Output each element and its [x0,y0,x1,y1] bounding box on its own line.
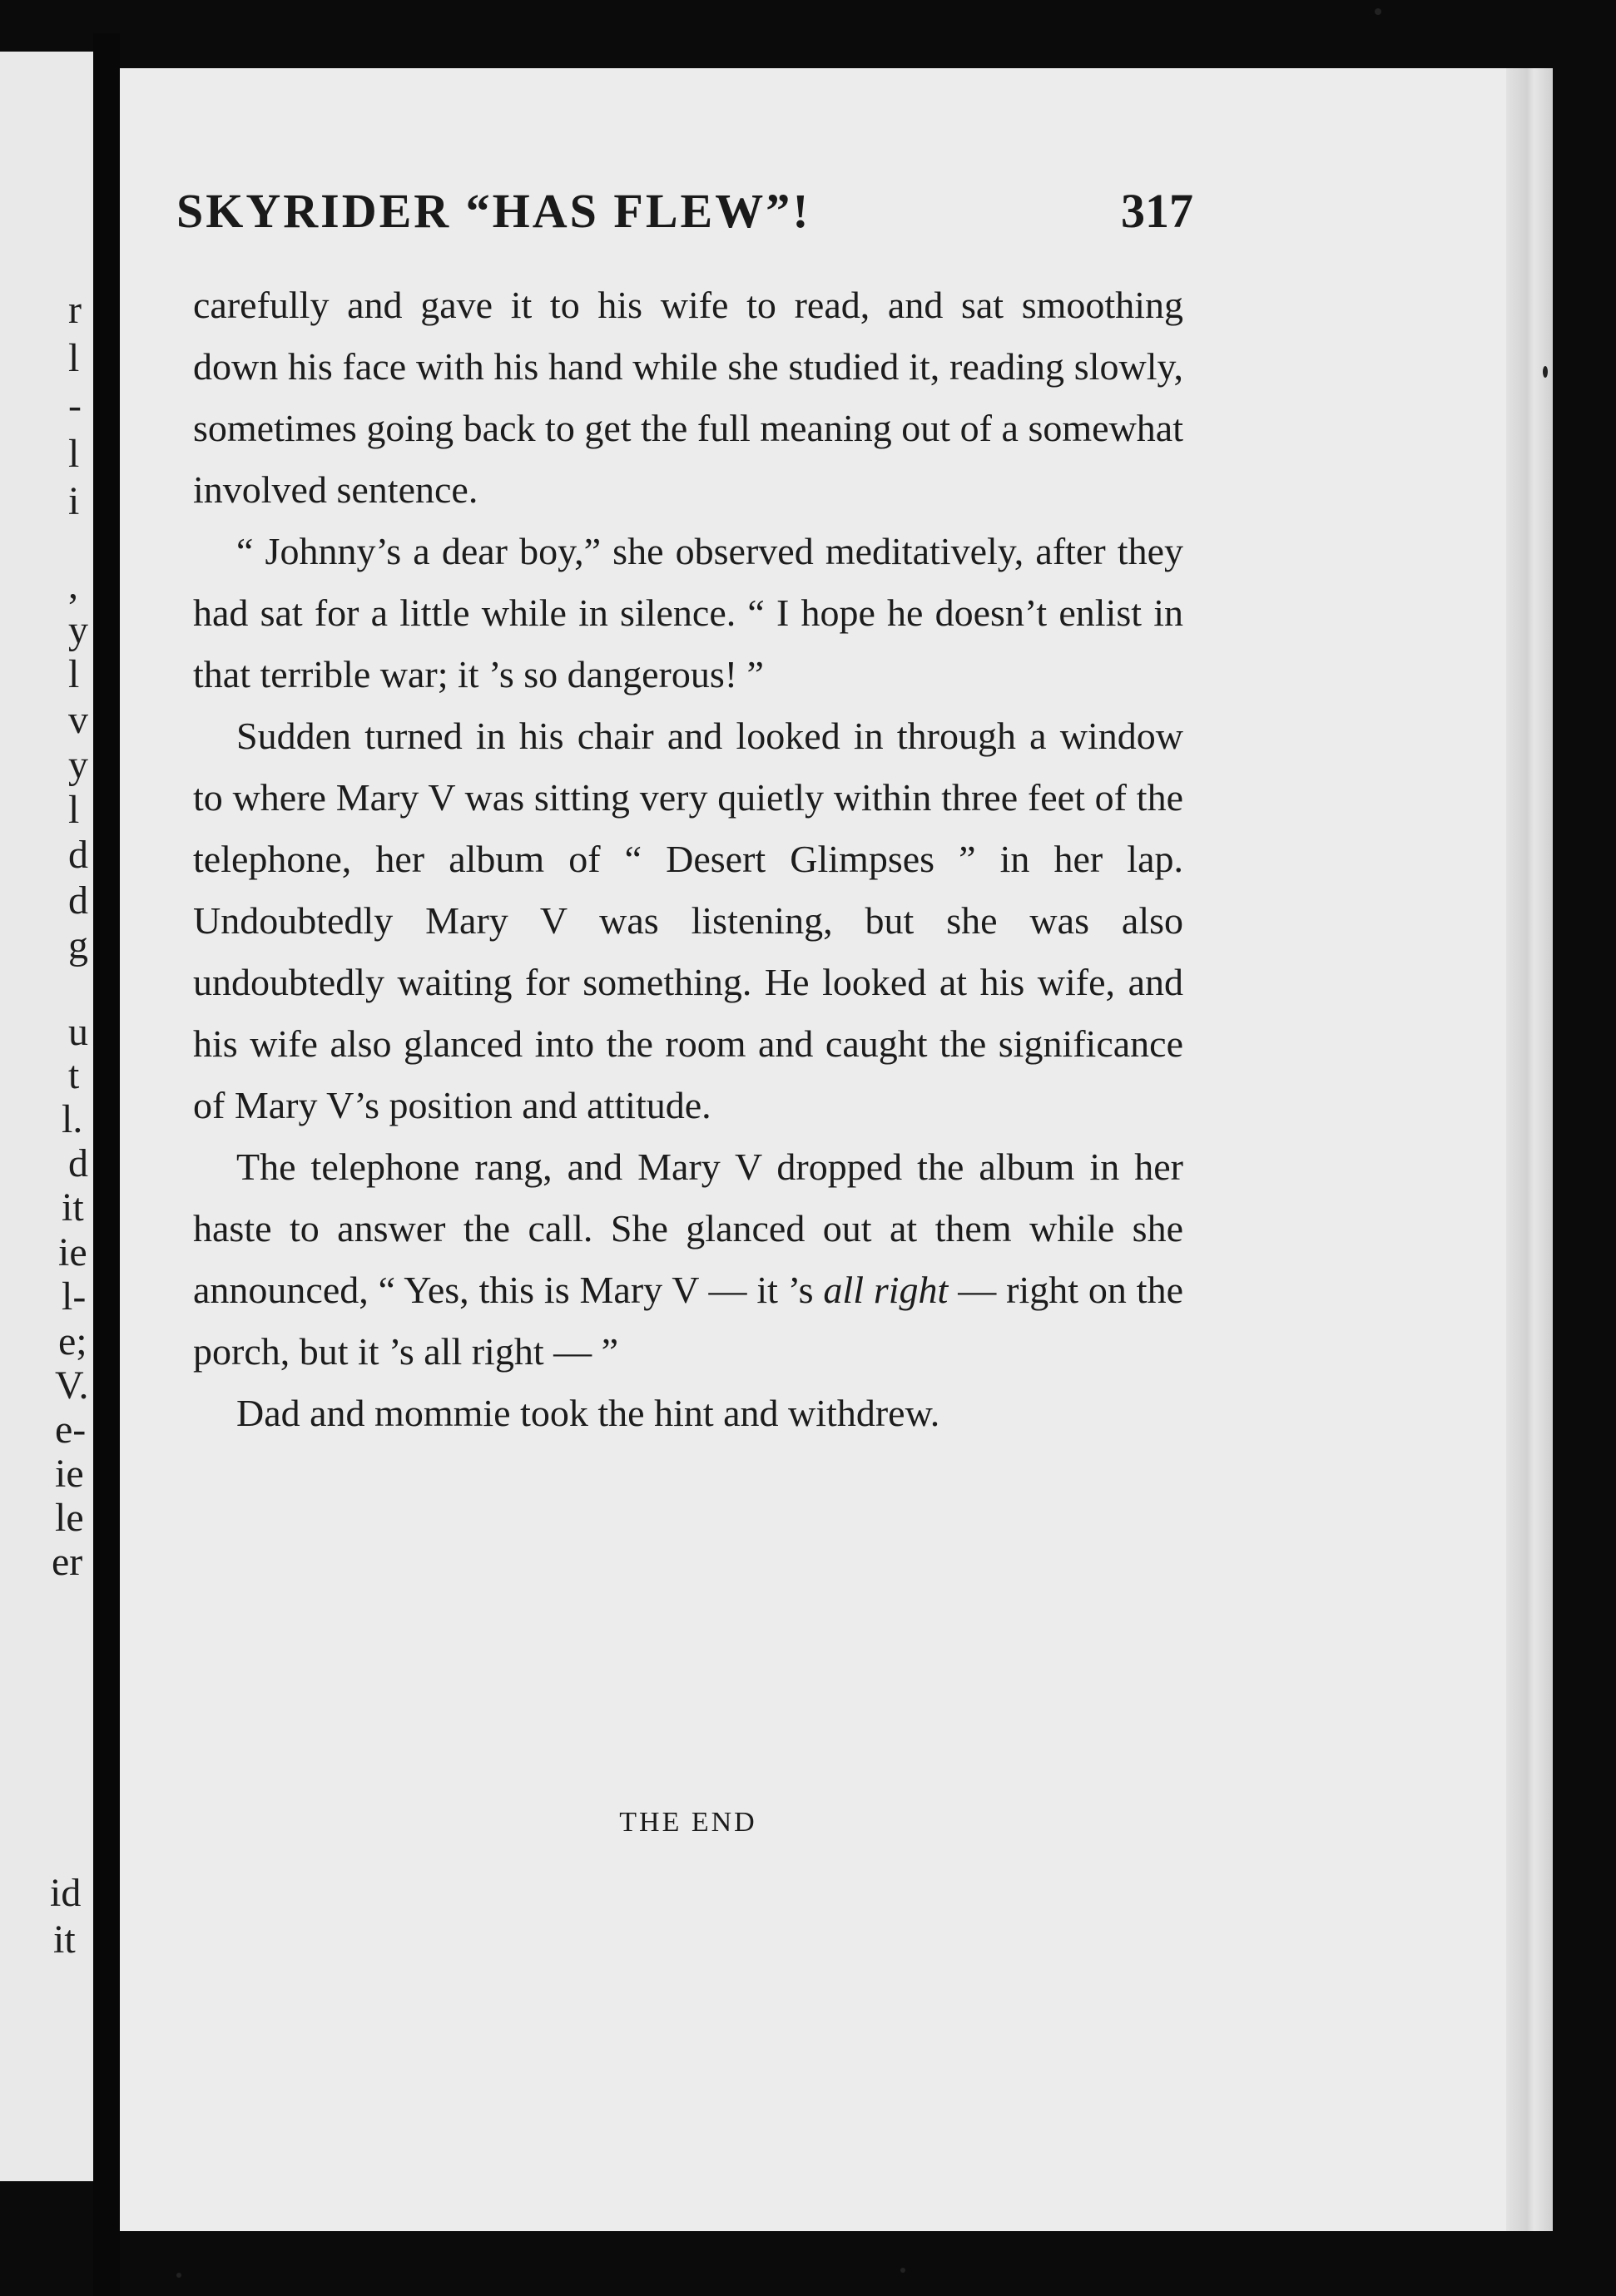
facing-text-fragment: l [68,788,80,832]
facing-text-fragment: u [68,1010,88,1054]
facing-text-fragment: it [53,1917,76,1962]
facing-text-fragment: l- [62,1274,87,1319]
facing-text-fragment: it [62,1185,84,1230]
facing-text-fragment: t [68,1053,80,1097]
running-head [176,183,1193,250]
facing-text-fragment: e- [55,1408,87,1452]
facing-text-fragment: d [68,833,88,877]
facing-page-left [0,52,93,2181]
facing-text-fragment: l [68,652,80,696]
italic-phrase: all right [823,1269,949,1311]
facing-text-fragment: l. [62,1097,83,1141]
running-title: SKYRIDER “HAS FLEW”! [176,184,811,238]
facing-text-fragment: g [68,923,88,967]
facing-text-fragment: d [68,878,88,923]
facing-text-fragment: id [50,1871,82,1915]
paragraph: Sudden turned in his chair and looked in through a window to where Mary V was sitting very quietly within three feet of the telephone, her album of “ Desert Glimpses ” in her lap. Undoubtedly Mary V was listening, but she was also undoubtedly waiting for something. He looked at his wife, and his wife also glanced into the room and caught the significance of Mary V’s position and attitude. [193,715,1183,1126]
paragraph: carefully and gave it to his wife to read, and sat smoothing down his face with his hand while she studied it, reading slowly, sometimes going back to get the full meaning out of a somewhat involved sentence. [193,284,1183,511]
paragraph [193,1136,1183,1383]
facing-text-fragment: y [68,743,88,787]
book-gutter [93,33,120,2296]
facing-text-fragment: - [68,383,82,428]
facing-text-fragment: r [68,288,82,332]
facing-text-fragment: i [68,479,80,523]
page-edge [1506,68,1553,2231]
facing-text-fragment: l [68,432,80,476]
body-text [193,275,1183,1444]
facing-text-fragment: V. [55,1363,89,1408]
paragraph-text: — right on the porch, but it ’s all right — ” [193,1269,1183,1373]
facing-text-fragment: ie [58,1230,87,1274]
page-number: 317 [1121,184,1193,238]
paragraph: Dad and mommie took the hint and withdrew. [236,1392,940,1434]
facing-text-fragment: ie [55,1452,84,1496]
facing-text-fragment: d [68,1141,88,1185]
facing-text-fragment: er [52,1540,83,1584]
facing-text-fragment: e; [58,1319,87,1363]
paragraph: “ Johnny’s a dear boy,” she observed meditatively, after they had sat for a little while in silence. “ I hope he doesn’t enlist in that terrible war; it ’s so dangerous! ” [193,530,1183,695]
facing-text-fragment: , [68,563,78,607]
facing-text-fragment: v [68,698,88,742]
facing-text-fragment: l [68,336,80,380]
facing-text-fragment: le [55,1496,84,1540]
paragraph-text: The telephone rang, and Mary V dropped the album in her haste to answer the call. She glanced out at them while she announced, “ Yes, this is Mary V — it ’s [193,1146,1183,1311]
end-mark: THE END [619,1807,757,1838]
facing-text-fragment: y [68,608,88,652]
